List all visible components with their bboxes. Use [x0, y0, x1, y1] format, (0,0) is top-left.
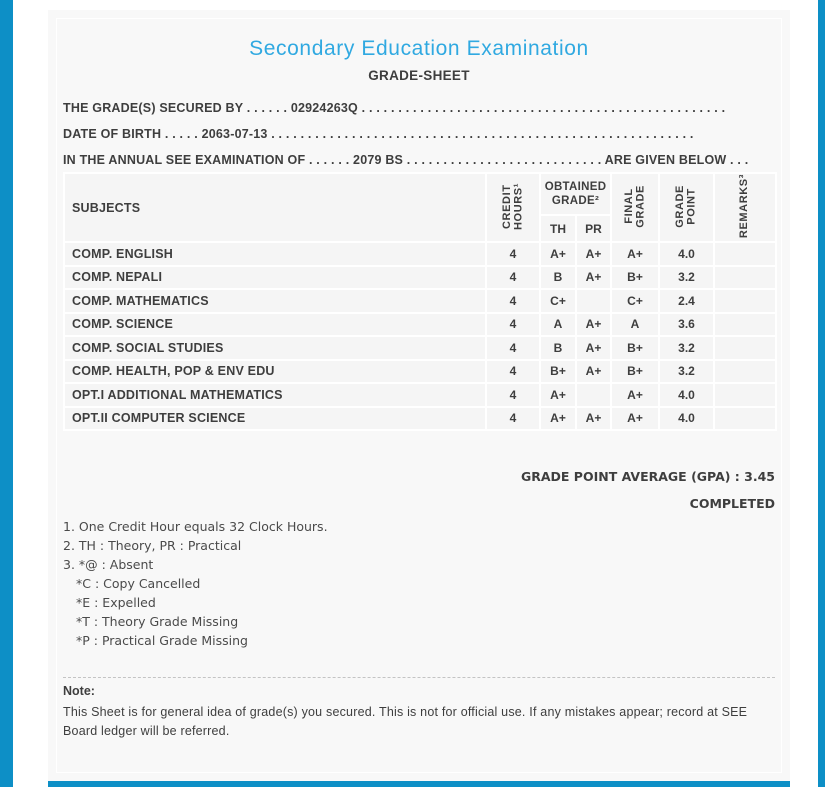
final-grade-cell: B+: [611, 266, 659, 290]
subject-cell: COMP. ENGLISH: [64, 242, 486, 266]
column-header-pr: PR: [576, 215, 611, 242]
footnote-credit-hour: 1. One Credit Hour equals 32 Clock Hours.: [63, 519, 328, 534]
right-accent-strip: [818, 0, 825, 787]
page-subtitle: GRADE-SHEET: [368, 68, 470, 83]
candidate-info: [63, 100, 775, 178]
grade-point-cell: 4.0: [659, 383, 714, 407]
grade-point-cell: 2.4: [659, 289, 714, 313]
note-text: This Sheet is for general idea of grade(s) you secured. This is not for official use. If any mistakes appear; record at SEE Board ledger will be referred.: [63, 705, 748, 738]
left-accent-strip: [0, 0, 13, 787]
subject-cell: COMP. HEALTH, POP & ENV EDU: [64, 360, 486, 384]
table-row: [64, 289, 776, 313]
subject-cell: COMP. SCIENCE: [64, 313, 486, 337]
card-bottom-accent-bar: [48, 781, 790, 787]
th-grade-cell: A+: [540, 383, 576, 407]
final-grade-cell: C+: [611, 289, 659, 313]
credit-hours-vertical-label: CREDIT HOURS¹: [500, 182, 524, 230]
column-header-final-grade: [611, 173, 659, 242]
th-grade-cell: B+: [540, 360, 576, 384]
grade-point-cell: 3.2: [659, 266, 714, 290]
table-row: [64, 313, 776, 337]
footnote-copy-cancelled: *C : Copy Cancelled: [76, 576, 201, 591]
column-header-credit-hours: [486, 173, 540, 242]
remarks-cell: [714, 336, 776, 360]
th-grade-cell: C+: [540, 289, 576, 313]
subject-cell: COMP. MATHEMATICS: [64, 289, 486, 313]
grade-point-cell: 3.6: [659, 313, 714, 337]
column-header-th: TH: [540, 215, 576, 242]
remarks-vertical-label: REMARKS³: [738, 174, 751, 239]
table-row: [64, 360, 776, 384]
table-row: [64, 407, 776, 431]
subject-cell: COMP. SOCIAL STUDIES: [64, 336, 486, 360]
remarks-cell: [714, 266, 776, 290]
subject-cell: COMP. NEPALI: [64, 266, 486, 290]
grade-sheet-card: [48, 10, 790, 781]
obtained-grade-label: OBTAINED GRADE²: [544, 181, 607, 208]
remarks-cell: [714, 289, 776, 313]
pr-grade-cell: A+: [576, 313, 611, 337]
grade-point-cell: 3.2: [659, 360, 714, 384]
credit-cell: 4: [486, 383, 540, 407]
remarks-cell: [714, 407, 776, 431]
completion-status: COMPLETED: [689, 496, 775, 511]
remarks-cell: [714, 242, 776, 266]
page-title: Secondary Education Examination: [249, 37, 589, 60]
table-row: [64, 266, 776, 290]
credit-cell: 4: [486, 336, 540, 360]
footnote-th-pr: 2. TH : Theory, PR : Practical: [63, 538, 242, 553]
table-row: [64, 336, 776, 360]
info-line-examination-year: IN THE ANNUAL SEE EXAMINATION OF . . . . . . 2079 BS . . . . . . . . . . . . . . . . . . . . . . . . . . . ARE GIVEN BELOW . . .: [63, 153, 749, 167]
card-content: [63, 10, 775, 781]
subject-cell: OPT.II COMPUTER SCIENCE: [64, 407, 486, 431]
column-header-remarks: [714, 173, 776, 242]
grade-point-cell: 3.2: [659, 336, 714, 360]
table-row: [64, 383, 776, 407]
grade-point-vertical-label: GRADE POINT: [674, 184, 698, 228]
th-grade-cell: B: [540, 336, 576, 360]
th-grade-cell: B: [540, 266, 576, 290]
final-grade-cell: B+: [611, 336, 659, 360]
final-grade-cell: A: [611, 313, 659, 337]
final-grade-vertical-label: FINAL GRADE: [622, 184, 647, 228]
remarks-cell: [714, 360, 776, 384]
footnote-theory-missing: *T : Theory Grade Missing: [76, 614, 239, 629]
th-grade-cell: A: [540, 313, 576, 337]
footnote-absent: 3. *@ : Absent: [63, 557, 154, 572]
footnote-expelled: *E : Expelled: [76, 595, 156, 610]
final-grade-cell: A+: [611, 383, 659, 407]
pr-grade-cell: A+: [576, 336, 611, 360]
credit-cell: 4: [486, 289, 540, 313]
grade-point-cell: 4.0: [659, 407, 714, 431]
info-line-secured-by: THE GRADE(S) SECURED BY . . . . . . 02924263Q . . . . . . . . . . . . . . . . . . . . . . . . . . . . . . . . . . . . . . . . . . . . . . . . . .: [63, 101, 726, 115]
column-header-grade-point: [659, 173, 714, 242]
note-label: Note:: [63, 684, 95, 698]
grade-point-cell: 4.0: [659, 242, 714, 266]
pr-grade-cell: [576, 383, 611, 407]
column-header-obtained-grade: [540, 173, 611, 215]
credit-cell: 4: [486, 242, 540, 266]
credit-cell: 4: [486, 360, 540, 384]
pr-grade-cell: A+: [576, 242, 611, 266]
pr-grade-cell: A+: [576, 266, 611, 290]
gpa-summary: GRADE POINT AVERAGE (GPA) : 3.45: [520, 469, 775, 484]
final-grade-cell: A+: [611, 407, 659, 431]
credit-cell: 4: [486, 266, 540, 290]
final-grade-cell: A+: [611, 242, 659, 266]
pr-grade-cell: A+: [576, 407, 611, 431]
th-grade-cell: A+: [540, 407, 576, 431]
th-grade-cell: A+: [540, 242, 576, 266]
pr-grade-cell: A+: [576, 360, 611, 384]
credit-cell: 4: [486, 407, 540, 431]
final-grade-cell: B+: [611, 360, 659, 384]
pr-grade-cell: [576, 289, 611, 313]
grades-table-wrapper: [63, 172, 777, 431]
table-row: [64, 242, 776, 266]
dashed-divider: [63, 677, 775, 678]
footnote-practical-missing: *P : Practical Grade Missing: [76, 633, 248, 648]
credit-cell: 4: [486, 313, 540, 337]
footnotes: [63, 517, 328, 650]
remarks-cell: [714, 383, 776, 407]
grades-table: [63, 172, 777, 431]
column-header-subjects: SUBJECTS: [64, 173, 486, 242]
remarks-cell: [714, 313, 776, 337]
info-line-date-of-birth: DATE OF BIRTH . . . . . 2063-07-13 . . . . . . . . . . . . . . . . . . . . . . . . . . . . . . . . . . . . . . . . . . . . . . . . . . . . . . . . . .: [63, 127, 694, 141]
subject-cell: OPT.I ADDITIONAL MATHEMATICS: [64, 383, 486, 407]
